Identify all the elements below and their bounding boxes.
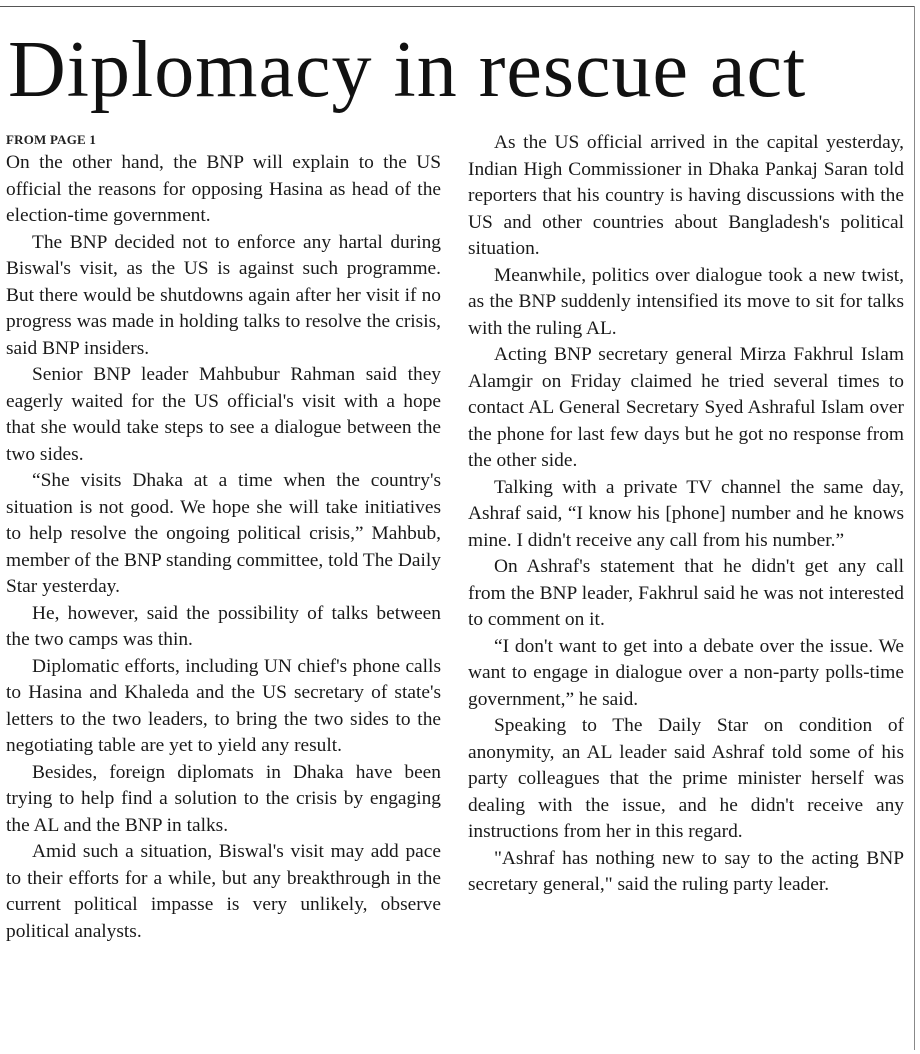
paragraph: “She visits Dhaka at a time when the country's situation is not good. We hope she will take initiatives to help resolve the ongoing political crisis,” Mahbub, member of the BNP standing committee, told The Daily Star yesterday.	[6, 470, 441, 597]
right-column	[468, 130, 904, 899]
kicker-from-page: FROM PAGE 1	[6, 132, 97, 147]
paragraph: Meanwhile, politics over dialogue took a new twist, as the BNP suddenly intensified its move to sit for talks with the ruling AL.	[468, 264, 904, 339]
paragraph: Senior BNP leader Mahbubur Rahman said they eagerly waited for the US official's visit with a hope that she would take steps to see a dialogue between the two sides.	[6, 364, 441, 465]
paragraph: Diplomatic efforts, including UN chief's phone calls to Hasina and Khaleda and the US secretary of state's letters to the two leaders, to bring the two sides to the negotiating table are yet to yield any result.	[6, 655, 441, 756]
left-column	[6, 130, 441, 945]
top-rule	[0, 6, 914, 7]
paragraph: Amid such a situation, Biswal's visit may add pace to their efforts for a while, but any breakthrough in the current political impasse is very unlikely, observe political analysts.	[6, 841, 441, 942]
paragraph: He, however, said the possibility of talks between the two camps was thin.	[6, 602, 441, 650]
paragraph: Besides, foreign diplomats in Dhaka have been trying to help find a solution to the crisis by engaging the AL and the BNP in talks.	[6, 761, 441, 836]
paragraph: On the other hand, the BNP will explain to the US official the reasons for opposing Hasina as head of the election-time government.	[6, 152, 441, 226]
paragraph: On Ashraf's statement that he didn't get any call from the BNP leader, Fakhrul said he was not interested to comment on it.	[468, 556, 904, 630]
paragraph: As the US official arrived in the capital yesterday, Indian High Commissioner in Dhaka Pankaj Saran told reporters that his country is having discussions with the US and other countries about Bangladesh's political situation.	[468, 132, 904, 259]
column-edge-rule	[914, 6, 915, 1050]
paragraph: "Ashraf has nothing new to say to the acting BNP secretary general," said the ruling party leader.	[468, 847, 904, 895]
headline: Diplomacy in rescue act	[8, 26, 807, 114]
paragraph: “I don't want to get into a debate over the issue. We want to engage in dialogue over a non-party polls-time government,” he said.	[468, 635, 904, 710]
paragraph: Speaking to The Daily Star on condition of anonymity, an AL leader said Ashraf told some of his party colleagues that the prime minister herself was dealing with the issue, and he didn't receive any instructions from her in this regard.	[468, 715, 904, 842]
paragraph: Talking with a private TV channel the same day, Ashraf said, “I know his [phone] number and he knows mine. I didn't receive any call from his number.”	[468, 476, 904, 551]
paragraph: The BNP decided not to enforce any hartal during Biswal's visit, as the US is against such programme. But there would be shutdowns again after her visit if no progress was made in holding talks to resolve the crisis, said BNP insiders.	[6, 231, 441, 359]
paragraph: Acting BNP secretary general Mirza Fakhrul Islam Alamgir on Friday claimed he tried several times to contact AL General Secretary Syed Ashraful Islam over the phone for last few days but he got no response from the other side.	[468, 344, 904, 471]
